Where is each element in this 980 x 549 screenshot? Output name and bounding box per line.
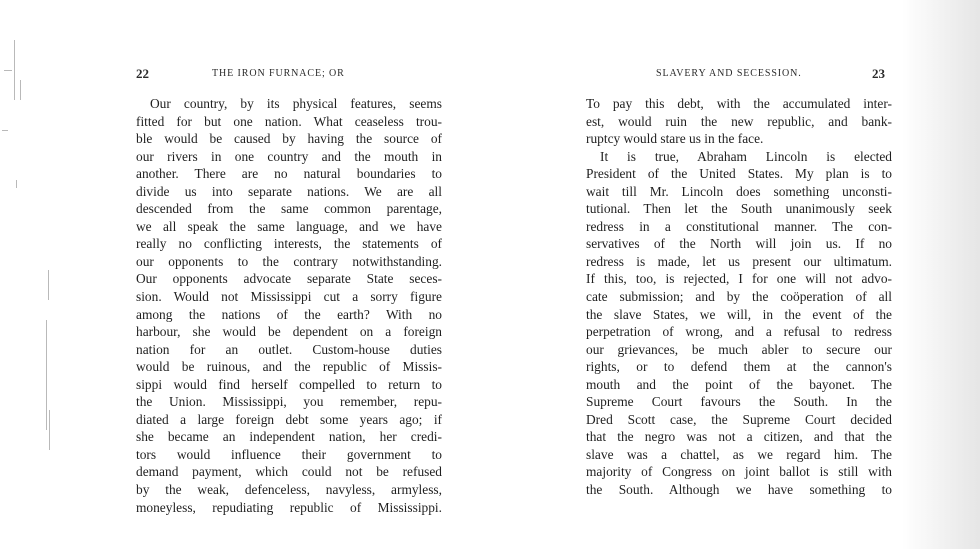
right-page-number: 23: [872, 66, 885, 81]
text-line: among the nations of the earth? With no: [136, 306, 442, 322]
text-line: rights, or to defend them at the cannon's: [586, 359, 892, 375]
text-line: fitted for but one nation. What ceaseless trou-: [136, 113, 442, 129]
left-page: [130, 0, 442, 549]
text-line: descended from the same common parentage,: [136, 201, 442, 217]
page-edge-shadow: [902, 0, 980, 549]
text-line: sippi would find herself compelled to return to: [136, 376, 442, 392]
text-line: our opponents to the contrary notwithstanding.: [136, 253, 442, 269]
text-line: she became an independent nation, her credi-: [136, 429, 442, 445]
text-line: redress in a constitutional manner. The con-: [586, 218, 892, 234]
text-line: our grievances, be much abler to secure our: [586, 341, 892, 357]
text-line: wait till Mr. Lincoln does something unconsti-: [586, 183, 892, 199]
text-line: redress is made, let us present our ultimatum.: [586, 253, 892, 269]
text-line: nation for an outlet. Custom-house duties: [136, 341, 442, 357]
text-line: ruptcy would stare us in the face.: [586, 131, 764, 147]
text-line: would be ruinous, and the republic of Missis-: [136, 359, 442, 375]
text-line: servatives of the North will join us. If no: [586, 236, 892, 252]
text-line: Our opponents advocate separate State seces-: [136, 271, 442, 287]
text-line: diated a large foreign debt some years ago; if: [136, 411, 442, 427]
text-line: ble would be caused by having the source of: [136, 131, 442, 147]
text-line: Supreme Court favours the South. In the: [586, 394, 892, 410]
text-line: mouth and the point of the bayonet. The: [586, 376, 892, 392]
text-line: est, would ruin the new republic, and bank-: [586, 113, 892, 129]
text-line: tors would influence their government to: [136, 446, 442, 462]
text-line: Dred Scott case, the Supreme Court decided: [586, 411, 892, 427]
right-page: [580, 0, 892, 549]
text-line: sion. Would not Mississippi cut a sorry figure: [136, 289, 442, 305]
text-line: we all speak the same language, and we have: [136, 218, 442, 234]
text-line: demand payment, which could not be refused: [136, 464, 442, 480]
text-line: perpetration of wrong, and a refusal to redress: [586, 324, 892, 340]
text-line: Our country, by its physical features, seems: [150, 96, 442, 111]
text-line: that the negro was not a citizen, and that the: [586, 429, 892, 445]
left-page-number: 22: [136, 66, 149, 81]
text-line: tutional. Then let the South unanimously seek: [586, 201, 892, 217]
text-line: moneyless, repudiating republic of Mississippi.: [136, 499, 442, 515]
text-line: cate submission; and by the coöperation of all: [586, 289, 892, 305]
text-line: harbour, she would be dependent on a foreign: [136, 324, 442, 340]
left-running-header: [136, 68, 442, 86]
text-line: by the weak, defenceless, navyless, armyless,: [136, 482, 442, 498]
text-line: slave was a chattel, as we regard him. The: [586, 446, 892, 462]
left-page-text: [136, 95, 442, 516]
text-line: divide us into separate nations. We are all: [136, 183, 442, 199]
text-line: If this, too, is rejected, I for one will not advo-: [586, 271, 892, 287]
text-line: the slave States, we will, in the event of the: [586, 306, 892, 322]
text-line: the Union. Mississippi, you remember, repu-: [136, 394, 442, 410]
text-line: really no conflicting interests, the statements of: [136, 236, 442, 252]
text-line: President of the United States. My plan is to: [586, 166, 892, 182]
scan-margin-marks: [0, 30, 30, 500]
right-page-text: [586, 95, 892, 499]
text-line: majority of Congress on joint ballot is still with: [586, 464, 892, 480]
text-line: our rivers in one country and the mouth in: [136, 148, 442, 164]
text-line: It is true, Abraham Lincoln is elected: [600, 148, 892, 164]
right-running-header: [586, 68, 892, 86]
text-line: another. There are no natural boundaries to: [136, 166, 442, 182]
right-running-title: SLAVERY AND SECESSION.: [656, 68, 802, 79]
text-line: the South. Although we have something to: [586, 482, 892, 498]
left-running-title: THE IRON FURNACE; OR: [212, 68, 345, 79]
text-line: To pay this debt, with the accumulated inter-: [586, 96, 892, 111]
